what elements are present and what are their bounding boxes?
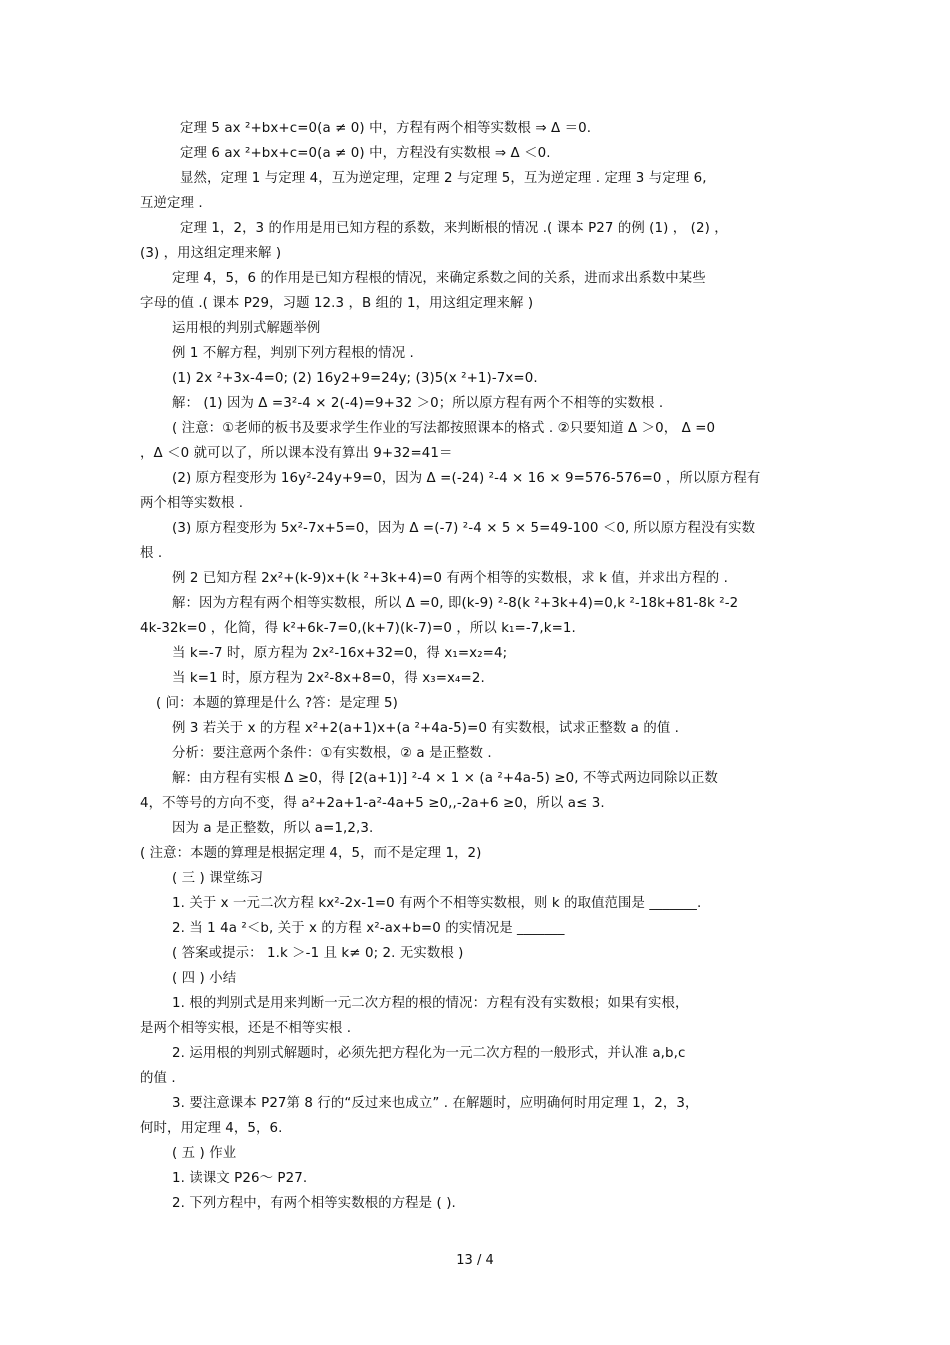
text-line: 显然，定理 1 与定理 4，互为逆定理，定理 2 与定理 5，互为逆定理 . 定理 3 与定理 6, <box>180 171 707 186</box>
text-line: 互逆定理 . <box>140 196 203 211</box>
text-line: 2. 运用根的判别式解题时，必须先把方程化为一元二次方程的一般形式，并认准 a,b,c <box>172 1046 686 1061</box>
text-line: 根 . <box>140 546 163 561</box>
text-line: 4k-32k=0 ，化简，得 k²+6k-7=0,(k+7)(k-7)=0 ，所以 k₁=-7,k=1. <box>140 621 576 636</box>
text-line: 当 k=1 时，原方程为 2x²-8x+8=0，得 x₃=x₄=2. <box>172 671 485 686</box>
text-line: 字母的值 .( 课本 P29，习题 12.3 ，B 组的 1，用这组定理来解 ) <box>140 296 534 311</box>
page-number: 13 / 4 <box>456 1253 494 1268</box>
text-line: (2) 原方程变形为 16y²-24y+9=0，因为 Δ =(-24) ²-4 × 16 × 9=576-576=0 ，所以原方程有 <box>172 471 761 486</box>
text-line: ( 注意：①老师的板书及要求学生作业的写法都按照课本的格式 . ②只要知道 Δ ＞0， Δ =0 <box>172 421 716 436</box>
section-heading: ( 四 ) 小结 <box>172 971 237 986</box>
text-line: 定理 1，2，3 的作用是用已知方程的系数，来判断根的情况 .( 课本 P27 的例 (1) ， (2) ， <box>180 221 728 236</box>
text-line: 3. 要注意课本 P27第 8 行的“反过来也成立” . 在解题时，应明确何时用定理 1，2，3， <box>172 1096 699 1111</box>
text-line: 1. 读课文 P26～ P27. <box>172 1171 308 1186</box>
text-line: 的值 . <box>140 1071 176 1086</box>
text-line: ，Δ ＜0 就可以了，所以课本没有算出 9+32=41＝ <box>140 446 453 461</box>
text-line: ( 问：本题的算理是什么 ?答：是定理 5) <box>156 696 398 711</box>
section-heading: ( 三 ) 课堂练习 <box>172 871 264 886</box>
text-line: 1. 根的判别式是用来判断一元二次方程的根的情况：方程有没有实数根；如果有实根， <box>172 996 689 1011</box>
text-line: 何时，用定理 4，5，6. <box>140 1121 283 1136</box>
text-line: 例 2 已知方程 2x²+(k-9)x+(k ²+3k+4)=0 有两个相等的实数根，求 k 值，并求出方程的 . <box>172 571 728 586</box>
text-line: 定理 5 ax ²+bx+c=0(a ≠ 0) 中，方程有两个相等实数根 ⇒ Δ ＝0. <box>180 121 592 136</box>
text-line: 2. 下列方程中，有两个相等实数根的方程是 ( ). <box>172 1196 456 1211</box>
text-line: 当 k=-7 时，原方程为 2x²-16x+32=0，得 x₁=x₂=4; <box>172 646 508 661</box>
text-line: 解：因为方程有两个相等实数根，所以 Δ =0, 即(k-9) ²-8(k ²+3k+4)=0,k ²-18k+81-8k ²-2 <box>172 596 739 611</box>
text-line: 例 1 不解方程，判别下列方程根的情况 . <box>172 346 414 361</box>
text-line: 两个相等实数根 . <box>140 496 244 511</box>
text-line: 4，不等号的方向不变，得 a²+2a+1-a²-4a+5 ≥0,,-2a+6 ≥0，所以 a≤ 3. <box>140 796 605 811</box>
section-heading: ( 五 ) 作业 <box>172 1146 237 1161</box>
text-line: 1. 关于 x 一元二次方程 kx²-2x-1=0 有两个不相等实数根，则 k 的取值范围是 _______. <box>172 896 702 911</box>
text-line: 因为 a 是正整数，所以 a=1,2,3. <box>172 821 374 836</box>
text-line: 定理 6 ax ²+bx+c=0(a ≠ 0) 中，方程没有实数根 ⇒ Δ ＜0. <box>180 146 551 161</box>
text-line: (1) 2x ²+3x-4=0; (2) 16y2+9=24y; (3)5(x ²+1)-7x=0. <box>172 371 538 386</box>
text-line: (3) ，用这组定理来解 ) <box>140 246 282 261</box>
text-line: 是两个相等实根，还是不相等实根 . <box>140 1021 352 1036</box>
text-line: 解： (1) 因为 Δ =3²-4 × 2(-4)=9+32 ＞0；所以原方程有两个不相等的实数根 . <box>172 396 664 411</box>
text-line: 定理 4，5，6 的作用是已知方程根的情况，来确定系数之间的关系，进而求出系数中某些 <box>172 271 706 286</box>
text-line: 解：由方程有实根 Δ ≥0，得 [2(a+1)] ²-4 × 1 × (a ²+4a-5) ≥0, 不等式两边同除以正数 <box>172 771 718 786</box>
text-line: 分析：要注意两个条件：①有实数根，② a 是正整数 . <box>172 746 492 761</box>
text-line: (3) 原方程变形为 5x²-7x+5=0，因为 Δ =(-7) ²-4 × 5 × 5=49-100 ＜0, 所以原方程没有实数 <box>172 521 756 536</box>
text-line: 运用根的判别式解题举例 <box>172 321 321 336</box>
text-line: 例 3 若关于 x 的方程 x²+2(a+1)x+(a ²+4a-5)=0 有实数根，试求正整数 a 的值 . <box>172 721 680 736</box>
text-line: ( 注意：本题的算理是根据定理 4，5，而不是定理 1，2) <box>140 846 482 861</box>
text-line: ( 答案或提示： 1.k ＞-1 且 k≠ 0; 2. 无实数根 ) <box>172 946 464 961</box>
text-line: 2. 当 1 4a ²＜b, 关于 x 的方程 x²-ax+b=0 的实情况是 _______ <box>172 921 565 936</box>
